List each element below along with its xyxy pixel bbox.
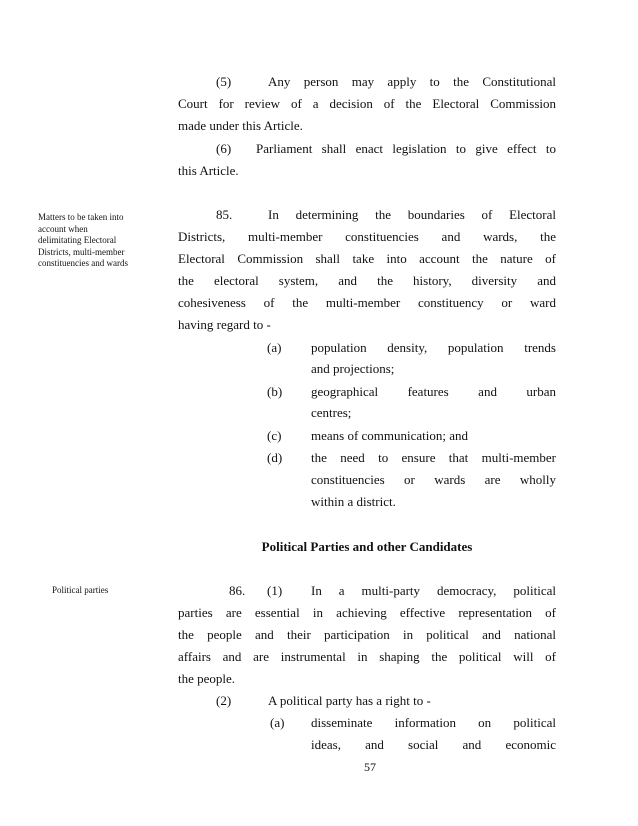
- article-text-line: [178, 251, 556, 267]
- margin-note-line: Political parties: [52, 585, 109, 595]
- article-text-line: [178, 605, 556, 621]
- clause-text-line: A political party has a right to -: [268, 693, 431, 708]
- clause-number: (5): [216, 74, 232, 89]
- text-run: constituencies or wards are wholly: [311, 472, 556, 487]
- text-run: Districts, multi-member constituencies and wards, the: [178, 229, 556, 244]
- clause-text-line: this Article.: [178, 163, 239, 178]
- article-text-line: having regard to -: [178, 317, 271, 332]
- article-text-line: [178, 627, 556, 643]
- text-run: geographical features and urban: [311, 384, 556, 399]
- article-text-line: [178, 649, 556, 665]
- item-text-line: [311, 737, 556, 753]
- item-text-line: means of communication; and: [311, 428, 469, 443]
- clause-number: (1): [267, 583, 283, 598]
- clause-text-line: [178, 96, 556, 112]
- article-text-line: the people.: [178, 671, 236, 686]
- item-label: (c): [267, 428, 282, 443]
- margin-note-line: Matters to be taken into: [38, 212, 124, 222]
- article-number: 85.: [216, 207, 233, 222]
- item-text-line: [311, 340, 556, 356]
- text-run: cohesiveness of the multi-member constituency or ward: [178, 295, 556, 310]
- article-text-line: [178, 273, 556, 289]
- section-heading: Political Parties and other Candidates: [261, 539, 473, 554]
- item-text-line: [311, 715, 556, 731]
- article-text-line: [178, 295, 556, 311]
- item-label: (a): [270, 715, 285, 730]
- article-number: 86.: [229, 583, 246, 598]
- margin-note-line: account when: [38, 223, 88, 234]
- item-text-line: [311, 472, 556, 488]
- item-text-line: within a district.: [311, 494, 396, 509]
- item-label: (d): [267, 450, 283, 465]
- clause-text-line: [268, 74, 556, 90]
- text-run: Court for review of a decision of the Electoral Commission: [178, 96, 556, 111]
- text-run: ideas, and social and economic: [311, 737, 556, 752]
- item-text-line: and projections;: [311, 361, 395, 376]
- article-text-line: [178, 229, 556, 245]
- text-run: Electoral Commission shall take into account the nature of: [178, 251, 556, 266]
- page-number: 57: [364, 760, 376, 774]
- item-label: (b): [267, 384, 283, 399]
- clause-text-line: [256, 141, 556, 157]
- clause-number: (6): [216, 141, 232, 156]
- margin-note-line: Districts, multi-member: [38, 246, 125, 257]
- text-run: the need to ensure that multi-member: [311, 450, 556, 465]
- article-text-line: [268, 207, 556, 223]
- text-run: affairs and are instrumental in shaping the political will of: [178, 649, 556, 664]
- margin-note-line: constituencies and wards: [38, 258, 128, 268]
- item-text-line: [311, 450, 556, 466]
- text-run: In a multi-party democracy, political: [311, 583, 556, 598]
- text-run: the electoral system, and the history, diversity and: [178, 273, 556, 288]
- text-run: Parliament shall enact legislation to give effect to: [256, 141, 556, 156]
- clause-text-line: made under this Article.: [178, 118, 303, 133]
- text-run: the people and their participation in political and national: [178, 627, 556, 642]
- text-run: In determining the boundaries of Electoral: [268, 207, 556, 222]
- text-run: Any person may apply to the Constitutional: [268, 74, 556, 89]
- item-label: (a): [267, 340, 282, 355]
- text-run: parties are essential in achieving effective representation of: [178, 605, 556, 620]
- margin-note-political-parties: [52, 585, 108, 597]
- margin-note-line: delimitating Electoral: [38, 235, 117, 245]
- margin-note-delimiting: [38, 212, 128, 270]
- item-text-line: [311, 384, 556, 400]
- item-text-line: centres;: [311, 405, 352, 420]
- text-run: disseminate information on political: [311, 715, 556, 730]
- text-run: population density, population trends: [311, 340, 556, 355]
- article-text-line: [311, 583, 556, 599]
- clause-number: (2): [216, 693, 232, 708]
